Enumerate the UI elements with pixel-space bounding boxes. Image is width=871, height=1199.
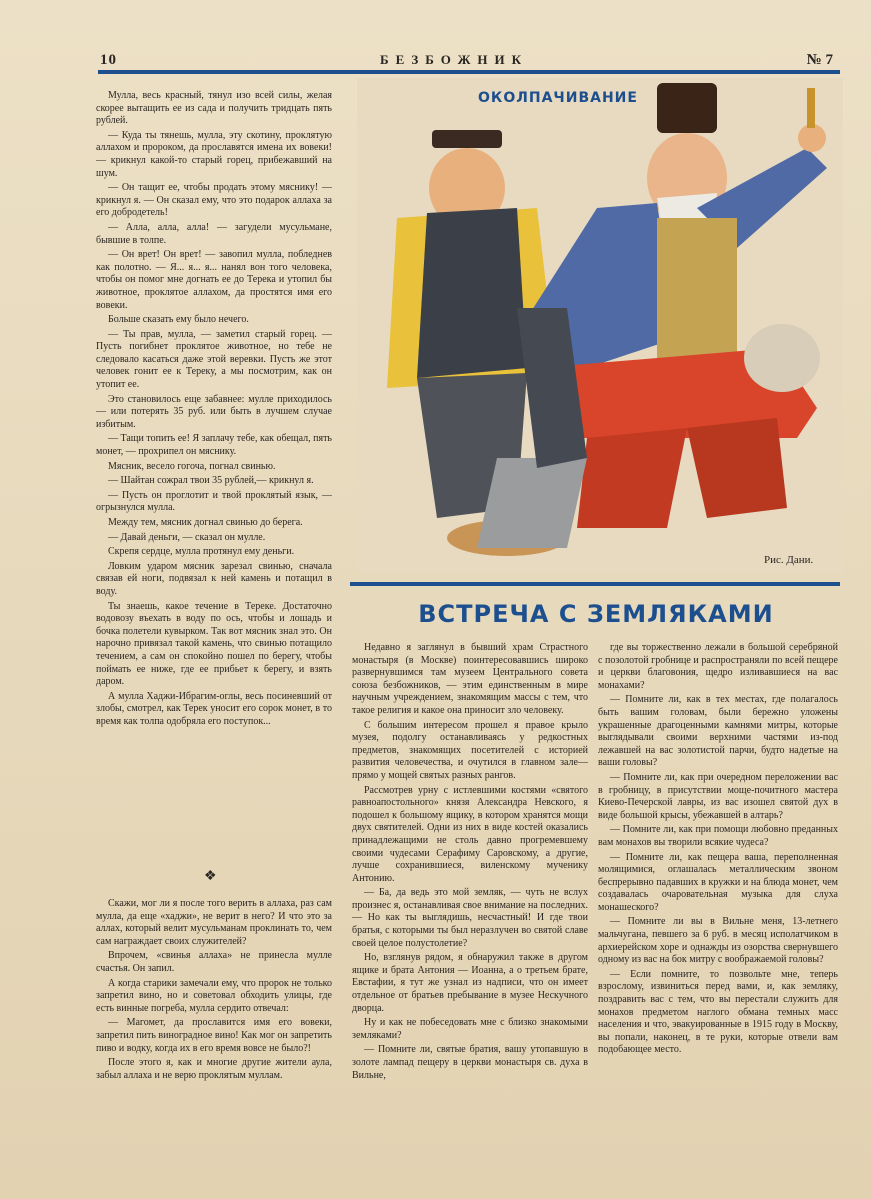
- paragraph: Между тем, мясник догнал свинью до берега.: [108, 517, 303, 528]
- header-rule: [98, 70, 840, 74]
- paragraph: После этого я, как и многие другие жители аула, забыл аллаха и не верю проклятым муллам.: [96, 1057, 332, 1081]
- paragraph: А мулла Хаджи-Ибрагим-оглы, весь посиневший от злобы, смотрел, как Терек уносит его сорок монет, в то время как толпа одобряла его поступок...: [96, 690, 332, 727]
- paragraph: Рассмотрев урну с истлевшими костями «святого равноапостольного» князя Александра Невского, я подошел к большому ящику, в котором хранятся мощи двух святителей. Одни из них в виде костей оказались принадлежащими не столь давно прогремевшему своими чудесами Серафиму Саровскому, а другие, лучше сохранившиеся, виленскому мученику Антонию.: [352, 784, 588, 884]
- paragraph: — Помните ли, святые братия, вашу утопавшую в золоте лампад пещеру в церкви монастыря св. духа в Вильне,: [352, 1044, 588, 1081]
- paragraph: — Шайтан сожрал твои 35 рублей,— крикнул я.: [108, 475, 314, 487]
- column-left-bottom: [96, 898, 332, 1084]
- paragraph: — Он тащит ее, чтобы продать этому мяснику! — крикнул я. — Он сказал ему, что это подарок аллаха за его добродетель!: [96, 182, 332, 219]
- section-rule: [350, 582, 840, 586]
- magazine-title: БЕЗБОЖНИК: [380, 52, 529, 67]
- paragraph: — Если помните, то позвольте мне, теперь взрослому, извиниться перед вами, и, как земляку, поздравить вас с тем, что вы перестали служить для монахов предметом наглого обмана темных масс населения и что, эвакуированные в 1915 году в Москву, вы попали, наконец, в те руки, которые отвели вам подобающее место.: [598, 968, 838, 1056]
- column-right: [598, 642, 838, 1059]
- paragraph: Впрочем, «свинья аллаха» не принесла мулле счастья. Он запил.: [96, 950, 332, 974]
- illustration-title: ОКОЛПАЧИВАНИЕ: [478, 90, 638, 106]
- paragraph: Скрепя сердце, мулла протянул ему деньги.: [108, 546, 295, 558]
- paragraph: — Ба, да ведь это мой земляк, — чуть не вслух произнес я, останавливая свое внимание на последних. — Но как ты выглядишь, несчастный! И где твои братья, с которыми ты был неразлучен во святой славе своей целое полустолетие?: [352, 887, 588, 949]
- paragraph: — Помните ли, как в тех местах, где полагалось быть вашим головам, были бережно уложены украшенные драгоценными камнями митры, которые выглядывали своими верхними частями из-под лежавшей на вас золотистой парчи, будто надетые на ваши головы?: [598, 694, 838, 769]
- paragraph: С большим интересом прошел я правое крыло музея, подолгу останавливаясь у редкостных предметов, знакомящих посетителей с историей развития человечества, и очутился в главном зале—прямо у мощей святых разных рангов.: [352, 719, 588, 781]
- paragraph: Скажи, мог ли я после того верить в аллаха, раз сам мулла, да еще «хаджи», не верит в него? И что это за аллах, который велит мусульманам проклинать то, чем сам награждает своих служителей?: [96, 898, 332, 947]
- illustration-caption: Рис. Дани.: [764, 554, 814, 566]
- paragraph: Больше сказать ему было нечего.: [108, 314, 249, 326]
- article-title: ВСТРЕЧА С ЗЕМЛЯКАМИ: [418, 600, 774, 628]
- paragraph: Это становилось еще забавнее: мулле приходилось — или потерять 35 руб. или быть в лучшем случае избитым.: [96, 393, 332, 430]
- paragraph: Мулла, весь красный, тянул изо всей силы, желая скорее вытащить ее из сада и получить тридцать пять рублей.: [96, 90, 332, 127]
- paragraph: — Куда ты тянешь, мулла, эту скотину, проклятую аллахом и пророком, да прославятся имена их вовеки! — крикнул какой-то старый горец, прибежавший на шум.: [96, 129, 332, 179]
- paragraph: Ну и как не побеседовать мне с близко знакомыми земляками?: [352, 1017, 588, 1041]
- paragraph: — Он врет! Он врет! — завопил мулла, побледнев как полотно. — Я... я... я... нанял вон того человека, чтобы он помог мне догнать ее до Терека и утопил бы животное, проклятое аллахом, да простятся имя его вовеки.: [96, 249, 332, 311]
- paragraph: А когда старики замечали ему, что пророк не только запретил вино, но и советовал обходить улицы, где есть винные погреба, мулла сердито отвечал:: [96, 977, 332, 1014]
- paragraph: — Ты прав, мулла, — заметил старый горец. — Пусть погибнет проклятое животное, но тебе не следовало касаться даже этой веревки. Пусть же этот человек гонит ее к Тереку, а мы посмотрим, как он утопит ее.: [96, 328, 332, 391]
- cartoon-illustration: [357, 78, 843, 573]
- column-middle: [352, 642, 588, 1084]
- paragraph: Недавно я заглянул в бывший храм Страстного монастыря (в Москве) поинтересовавшись широко развернувшимся там музеем Центрального совета союза безбожников, — этим единственным в мире научным учреждением, знакомящим массы с тем, что такое религия и какое она приносит зло человеку.: [352, 642, 588, 716]
- column-left-top: [96, 90, 332, 731]
- paragraph: — Алла, алла, алла! — загудели мусульмане, бывшие в толпе.: [96, 221, 332, 246]
- paragraph: — Пусть он проглотит и твой проклятый язык, — огрызнулся мулла.: [96, 489, 332, 514]
- issue-number: № 7: [806, 52, 833, 68]
- paragraph: Ты знаешь, какое течение в Тереке. Достаточно водовозу въехать в воду по ось, чтобы и лошадь и бочка полетели кувырком. Так вот мясник знал это. Он нарочно привязал такой камень, что свинью потащило течением, а сам он спокойно пошел по берегу, чтобы поймать ее ниже, где ее прибьет к берегу, и взять даром.: [96, 600, 332, 688]
- paragraph: где вы торжественно лежали в большой серебряной с позолотой гробнице и распространяли по всей пещере и церкви благовония, щедро изливавшиеся на вас монахами?: [598, 642, 838, 691]
- paragraph: Но, взглянув рядом, я обнаружил также в другом ящике и брата Антония — Иоанна, а о третьем брате, Евстафии, я тут же узнал из надписи, что он имеет отдельное от братьев пребывание в музее Нескучного дворца.: [352, 952, 588, 1014]
- paragraph: — Помните ли, как при помощи любовно преданных вам монахов вы творили всякие чудеса?: [598, 824, 838, 848]
- paragraph: — Помните ли, как пещера ваша, переполненная молящимися, оглашалась металлическим звоном беспрерывно падавших в кружки и на блюда монет, чем создавалась очаровательная музыка для слуха монашеского?: [598, 851, 838, 913]
- section-divider-ornament: ❖: [204, 869, 217, 884]
- paragraph: — Помните ли вы в Вильне меня, 13-летнего мальчугана, певшего за 6 руб. в месяц исполатчиком в архиерейском хоре и однажды из озорства свернувшего одному из вас на бок митру с воображаемой головы?: [598, 916, 838, 966]
- cartoon-drawing: [357, 78, 843, 573]
- paragraph: — Помните ли, как при очередном переложении вас в гробницу, в присутствии моще-почитного мастера Киево-Печерской лавры, из вас изошел святой дух в виде большой крысы, убежавшей в алтарь?: [598, 771, 838, 821]
- paragraph: Мясник, весело гогоча, погнал свинью.: [108, 460, 276, 472]
- paragraph: Ловким ударом мясник зарезал свинью, сначала связав ей ноги, подвязал к ней камень и потащил в воду.: [96, 560, 332, 597]
- page-number: 10: [100, 52, 117, 68]
- paragraph: — Магомет, да прославится имя его вовеки, запретил пить виноградное вино! Как мог он запретить пиво и водку, когда их в его время вовсе не было?!: [96, 1017, 332, 1054]
- paragraph: — Давай деньги, — сказал он мулле.: [108, 531, 266, 543]
- paragraph: — Тащи топить ее! Я заплачу тебе, как обещал, пять монет, — прохрипел он мяснику.: [96, 433, 332, 458]
